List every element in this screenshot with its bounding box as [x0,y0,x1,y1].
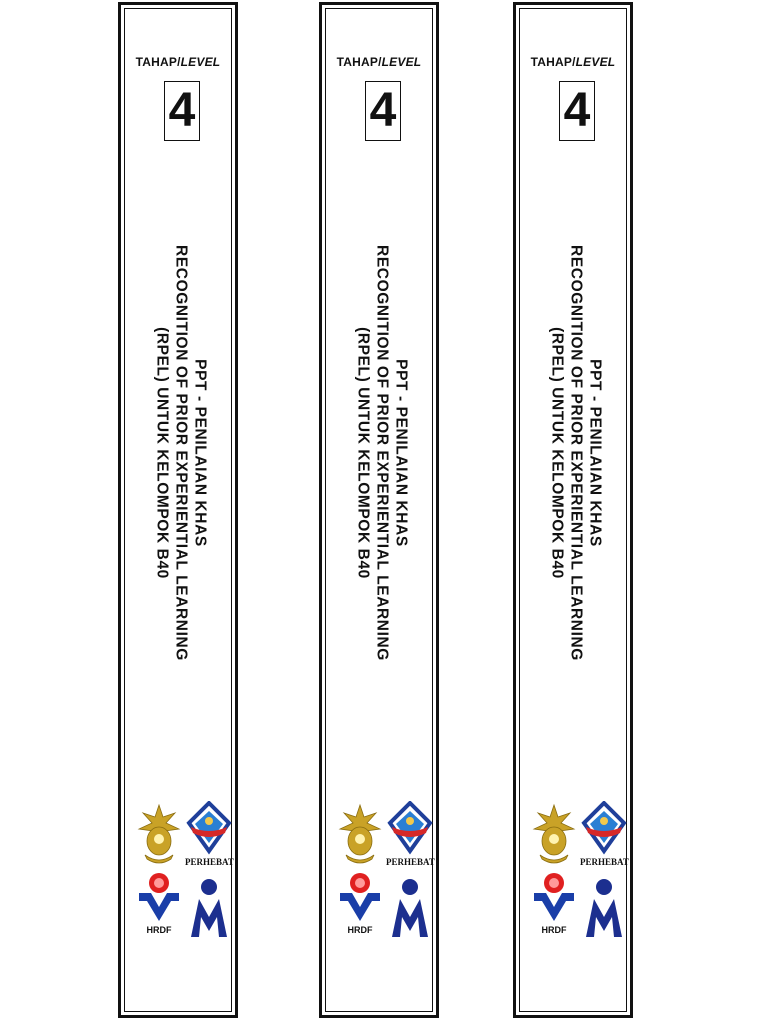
perhebat-shield-icon [386,801,434,857]
armed-forces-crest-icon [135,801,183,865]
perhebat-label: PERHEBAT [185,857,234,867]
level-label-en: LEVEL [180,55,221,69]
level-label-ms: TAHAP/ [336,55,382,69]
title-line-1: PPT - PENILAIAN KHAS [392,359,410,547]
perhebat-shield-icon [185,801,233,857]
m-mark-icon [390,877,430,941]
title-line-2: RECOGNITION OF PRIOR EXPERIENTIAL LEARNING [172,245,190,661]
armed-forces-crest-icon [530,801,578,865]
level-label-ms: TAHAP/ [530,55,576,69]
level-label [322,55,436,69]
hrdf-emblem-icon [532,871,576,923]
hrdf-emblem-icon [338,871,382,923]
perhebat-shield-icon [580,801,628,857]
binder-spine-1 [118,2,238,1018]
title-line-3: (RPEL) UNTUK KELOMPOK B40 [354,327,372,579]
level-label [121,55,235,69]
binder-spine-3 [513,2,633,1018]
hrdf-label: HRDF [146,925,172,935]
spine-title [153,168,210,738]
m-mark-icon [189,877,229,941]
perhebat-label: PERHEBAT [386,857,435,867]
title-line-3: (RPEL) UNTUK KELOMPOK B40 [548,327,566,579]
level-label [516,55,630,69]
binder-spine-2 [319,2,439,1018]
level-number: 4 [559,81,595,141]
perhebat-logo [185,801,233,869]
hrdf-logo [137,871,181,945]
perhebat-logo [386,801,434,869]
perhebat-label: PERHEBAT [580,857,629,867]
level-number: 4 [365,81,401,141]
title-line-3: (RPEL) UNTUK KELOMPOK B40 [153,327,171,579]
hrdf-logo [338,871,382,945]
title-line-2: RECOGNITION OF PRIOR EXPERIENTIAL LEARNING [373,245,391,661]
hrdf-logo [532,871,576,945]
hrdf-emblem-icon [137,871,181,923]
hrdf-label: HRDF [347,925,373,935]
title-line-2: RECOGNITION OF PRIOR EXPERIENTIAL LEARNING [567,245,585,661]
level-number: 4 [164,81,200,141]
title-line-1: PPT - PENILAIAN KHAS [191,359,209,547]
title-line-1: PPT - PENILAIAN KHAS [586,359,604,547]
level-label-en: LEVEL [381,55,422,69]
hrdf-label: HRDF [541,925,567,935]
m-mark-icon [584,877,624,941]
level-label-ms: TAHAP/ [135,55,181,69]
level-label-en: LEVEL [575,55,616,69]
spine-title [354,168,411,738]
perhebat-logo [580,801,628,869]
spine-title [548,168,605,738]
armed-forces-crest-icon [336,801,384,865]
